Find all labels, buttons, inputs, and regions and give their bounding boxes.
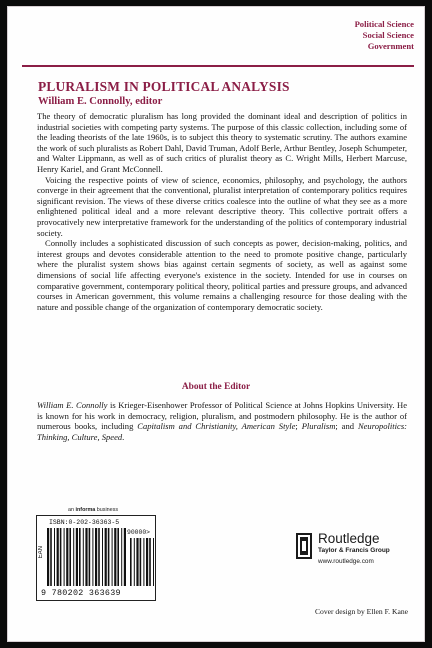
ean-label: EAN [38,546,44,559]
about-editor-text [37,400,407,442]
isbn-text: ISBN:0-202-36363-5 [49,519,120,526]
barcode-bar [134,538,135,586]
barcode-bar [50,528,52,586]
publisher-block [318,532,390,565]
barcode-bar [83,528,84,586]
barcode-bar [54,528,55,586]
barcode-bar [108,528,110,586]
subject-item: Social Science [362,30,414,40]
blurb [37,111,407,312]
publisher-group: Taylor & Francis Group [318,547,390,554]
book-title: PLURALISM IN POLITICAL ANALYSIS [38,79,290,94]
header-rule [22,65,414,67]
barcode-bar [153,538,154,586]
barcode-bar [85,528,87,586]
subject-item: Political Science [354,19,414,29]
editor-name: William E. Connolly, editor [38,96,163,107]
subject-item: Government [367,41,414,51]
back-cover [7,6,425,642]
book-reference: Neuropolitics: Thinking, Culture, Speed [37,421,407,442]
barcode-bar [130,538,132,586]
barcode-bar [73,528,74,586]
about-editor-heading: About the Editor [181,382,251,392]
barcode-bar [149,538,151,586]
barcode-bar [117,528,119,586]
barcode-bar [60,528,62,586]
barcode-bar [89,528,91,586]
barcode-bar [140,538,142,586]
barcode-addon-text: 90000> [127,529,151,536]
blurb-paragraph: Voicing the respective points of view of science, economics, philosophy, and psychology, the authors converge in their agreement that the conventional, pluralist interpretation of contemporary politics requires significant revision. The views of these diverse critics coalesce into the outline of what they see as a more enlightened political ideal and a more relevant descriptive theory. This collective portrait offers a provocatively new interpretative framework for the understanding of the politics of contemporary industrial society. [37,174,407,238]
barcode-bar [102,528,103,586]
publisher-name: Routledge [318,531,380,546]
routledge-logo-icon [296,533,312,559]
barcode-bar [98,528,100,586]
separator: . [122,431,125,442]
separator: ; [295,421,302,432]
barcode-bar [79,528,81,586]
barcode-bar [95,528,97,586]
cover-design-credit: Cover design by Ellen F. Kane [314,607,408,616]
barcode-bar [146,538,148,586]
barcode-bar [112,528,113,586]
barcode-bar [143,538,144,586]
barcode-bar [66,528,68,586]
barcode-bar [57,528,59,586]
author-name: William E. Connolly [37,400,108,410]
barcode-bar [76,528,78,586]
blurb-paragraph: Connolly includes a sophisticated discussion of such concepts as power, decision-making, politics, and interest groups and devotes considerable attention to the need to promote positive change, particularly where the pluralist system shows bias against certain segments of society, as well as against some dimensions of social life affecting everyone's existence in the society. Intended for use in courses on comparative government, contemporary political theory, political parties and pressure groups, and advanced courses in American government, this volume remains a challenging resource for those dealing with the nature and possible change of the organization of contemporary democratic society. [37,238,407,312]
barcode-bar [64,528,65,586]
barcode-bar [47,528,49,586]
about-text-part: is Krieger-Eisenhower Professor of Political Science at Johns Hopkins University. He is known for his work in democracy, religion, pluralism, and postmodern philosophy. He is the author of numerous books, including [37,400,408,432]
publisher-url: www.routledge.com [318,558,374,565]
subject-categories [355,19,414,52]
book-reference: Capitalism and Christianity, American Style [137,421,296,432]
barcode-bar [124,528,126,586]
barcode-bars [47,528,127,586]
informa-label: an informa business [68,507,119,513]
barcode-bar [69,528,71,586]
barcode-bar [92,528,93,586]
barcode-bar [105,528,107,586]
barcode [36,515,156,601]
barcode-addon-bars [130,538,154,586]
informa-brand: informa [75,507,96,513]
book-reference: Pluralism [301,421,336,432]
blurb-paragraph: The theory of democratic pluralism has long provided the dominant ideal and description of politics in industrial societies with competing party systems. The purpose of this classic collection, including some of the leading theorists of the late 1960s, is to subject this theory to systematic scrutiny. The authors examine the work of such pluralists as Robert Dahl, David Truman, Adolf Berle, Arthur Bentley, Joseph Schumpeter, and Walter Lippmann, as well as of such critics of pluralist theory as C. Wright Mills, Herbert Marcuse, Henry Kariel, and Grant McConnell. [37,111,407,174]
barcode-bar [114,528,116,586]
barcode-digits: 9 780202 363639 [41,588,121,598]
barcode-bar [121,528,122,586]
barcode-bar [136,538,138,586]
separator: ; and [335,421,358,432]
